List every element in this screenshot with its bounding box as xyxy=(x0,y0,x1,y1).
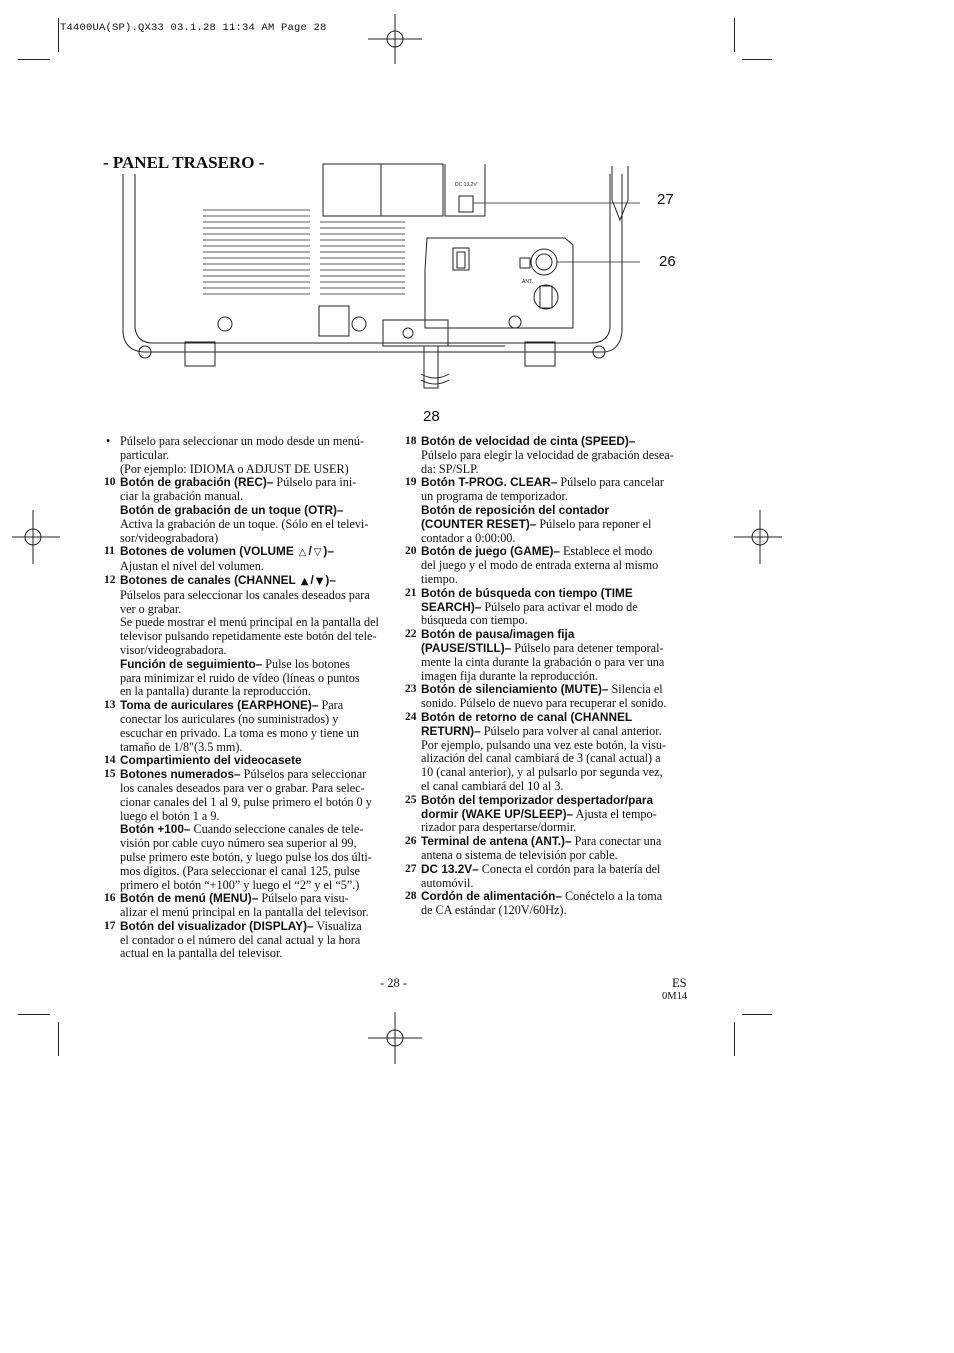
list-item: 20 Botón de juego (GAME)– Establece el modo del juego y el modo de entrada externa al mismo tiempo. xyxy=(405,544,659,586)
list-item: 23 Botón de silenciamiento (MUTE)– Silencia el sonido. Púlselo de nuevo para recuperar el sonido. xyxy=(405,682,667,711)
channel-down-icon: ▼ xyxy=(315,575,324,587)
list-item: 25 Botón del temporizador despertador/para dormir (WAKE UP/SLEEP)– Ajusta el tempo- rizador para despertarse/dormir. xyxy=(405,792,657,835)
list-item: 12 Botones de canales (CHANNEL ▲ / ▼ )– Púlselos para seleccionar los canales deseados para ver o grabar. Se puede mostrar el menú principal en la pantalla del televisor pulsando repetidamente este botón del tele- visor/videograbadora. Función de seguimiento– Pulse los botones para minimizar el ruido de vídeo (líneas o puntos en la pantalla) durante la reproducción. xyxy=(104,572,379,699)
list-item: 28 Cordón de alimentación– Conéctelo a la toma de CA estándar (120V/60Hz). xyxy=(405,889,663,918)
registration-mark-icon xyxy=(734,510,782,564)
right-column xyxy=(405,435,690,918)
list-item: 27 DC 13.2V– Conecta el cordón para la batería del automóvil. xyxy=(405,861,661,890)
section-title: - PANEL TRASERO - xyxy=(103,153,265,172)
callout-27: 27 xyxy=(657,191,674,208)
list-item: 14 Compartimiento del videocasete xyxy=(104,753,302,768)
list-item: 17 Botón del visualizador (DISPLAY)– Visualiza el contador o el número del canal actual y la hora actual en la pantalla del televisor. xyxy=(104,918,362,961)
list-item: • Púlselo para seleccionar un modo desde un menú- particular. (Por ejemplo: IDIOMA o ADJUST DE USER) xyxy=(106,434,365,476)
list-item: 11 Botones de volumen (VOLUME △ / ▽ )– Ajustan el nivel del volumen. xyxy=(104,544,334,574)
list-item: 16 Botón de menú (MENU)– Púlselo para visu- alizar el menú principal en la pantalla del televisor. xyxy=(104,891,369,920)
list-item: 13 Toma de auriculares (EARPHONE)– Para conectar los auriculares (no suministrados) y escuchar en privado. La toma es mono y tiene un tamaño de 1/8"(3.5 mm). xyxy=(104,698,359,754)
list-item: 18 Botón de velocidad de cinta (SPEED)– Púlselo para elegir la velocidad de grabación desea- da: SP/SLP. xyxy=(405,434,674,476)
crop-mark xyxy=(734,18,735,52)
list-item: 22 Botón de pausa/imagen fija (PAUSE/STILL)– Púlselo para detener temporal- mente la cinta durante la grabación o para ver una imagen fija durante la reproducción. xyxy=(405,627,665,683)
volume-up-icon: △ xyxy=(298,547,307,559)
svg-text:ANT.: ANT. xyxy=(522,279,533,285)
crop-mark xyxy=(742,59,772,60)
svg-text:DC 13.2V: DC 13.2V xyxy=(455,182,477,188)
rear-panel-diagram xyxy=(115,160,640,395)
crop-mark xyxy=(734,1022,735,1056)
crop-mark xyxy=(18,1014,50,1015)
crop-mark xyxy=(58,18,59,52)
language-code: ES xyxy=(672,976,687,990)
callout-28: 28 xyxy=(423,408,440,425)
list-item: 10 Botón de grabación (REC)– Púlselo para ini- ciar la grabación manual. Botón de grabación de un toque (OTR)– Activa la grabación de un toque. (Sólo en el televi- sor/videograbadora) xyxy=(104,475,369,545)
crop-mark xyxy=(742,1014,772,1015)
list-item: 26 Terminal de antena (ANT.)– Para conectar una antena o sistema de televisión por cable. xyxy=(405,834,662,862)
callout-26: 26 xyxy=(659,253,676,270)
page-number: - 28 - xyxy=(380,976,408,990)
registration-mark-icon xyxy=(12,510,60,564)
document-code: 0M14 xyxy=(662,991,688,1002)
volume-down-icon: ▽ xyxy=(313,547,322,559)
registration-mark-icon xyxy=(368,1012,422,1064)
list-item: 19 Botón T-PROG. CLEAR– Púlselo para cancelar un programa de temporizador. Botón de reposición del contador (COUNTER RESET)– Púlselo para reponer el contador a 0:00:00. xyxy=(405,475,664,545)
list-item: 21 Botón de búsqueda con tiempo (TIME SEARCH)– Púlselo para activar el modo de búsqueda con tiempo. xyxy=(405,585,638,628)
left-column xyxy=(104,435,388,961)
print-header: T4400UA(SP).QX33 03.1.28 11:34 AM Page 28 xyxy=(60,22,327,34)
crop-mark xyxy=(18,59,50,60)
list-item: 15 Botones numerados– Púlselos para seleccionar los canales deseados para ver o grabar. Para selec- cionar canales del 1 al 9, pulse primero el botón 0 y luego el botón 1 a 9. Botón +100– Cuando seleccione canales de tele- visión por cable cuyo número sea superior al 99, pulse primero este botón, y luego pulse los dos últi- mos dígitos. (Para seleccionar el canal 125, pulse primero el botón “+100” y luego el “2” y el “5”.) xyxy=(104,767,372,892)
list-item: 24 Botón de retorno de canal (CHANNEL RETURN)– Púlselo para volver al canal anterior. Por ejemplo, pulsando una vez este botón, la visu- alización del canal cambiará de 3 (canal actual) a 10 (canal anterior), y al pulsarlo por segunda vez, el canal cambiará del 10 al 3. xyxy=(405,709,667,793)
registration-mark-icon xyxy=(368,14,422,64)
channel-up-icon: ▲ xyxy=(300,575,309,587)
crop-mark xyxy=(58,1022,59,1056)
